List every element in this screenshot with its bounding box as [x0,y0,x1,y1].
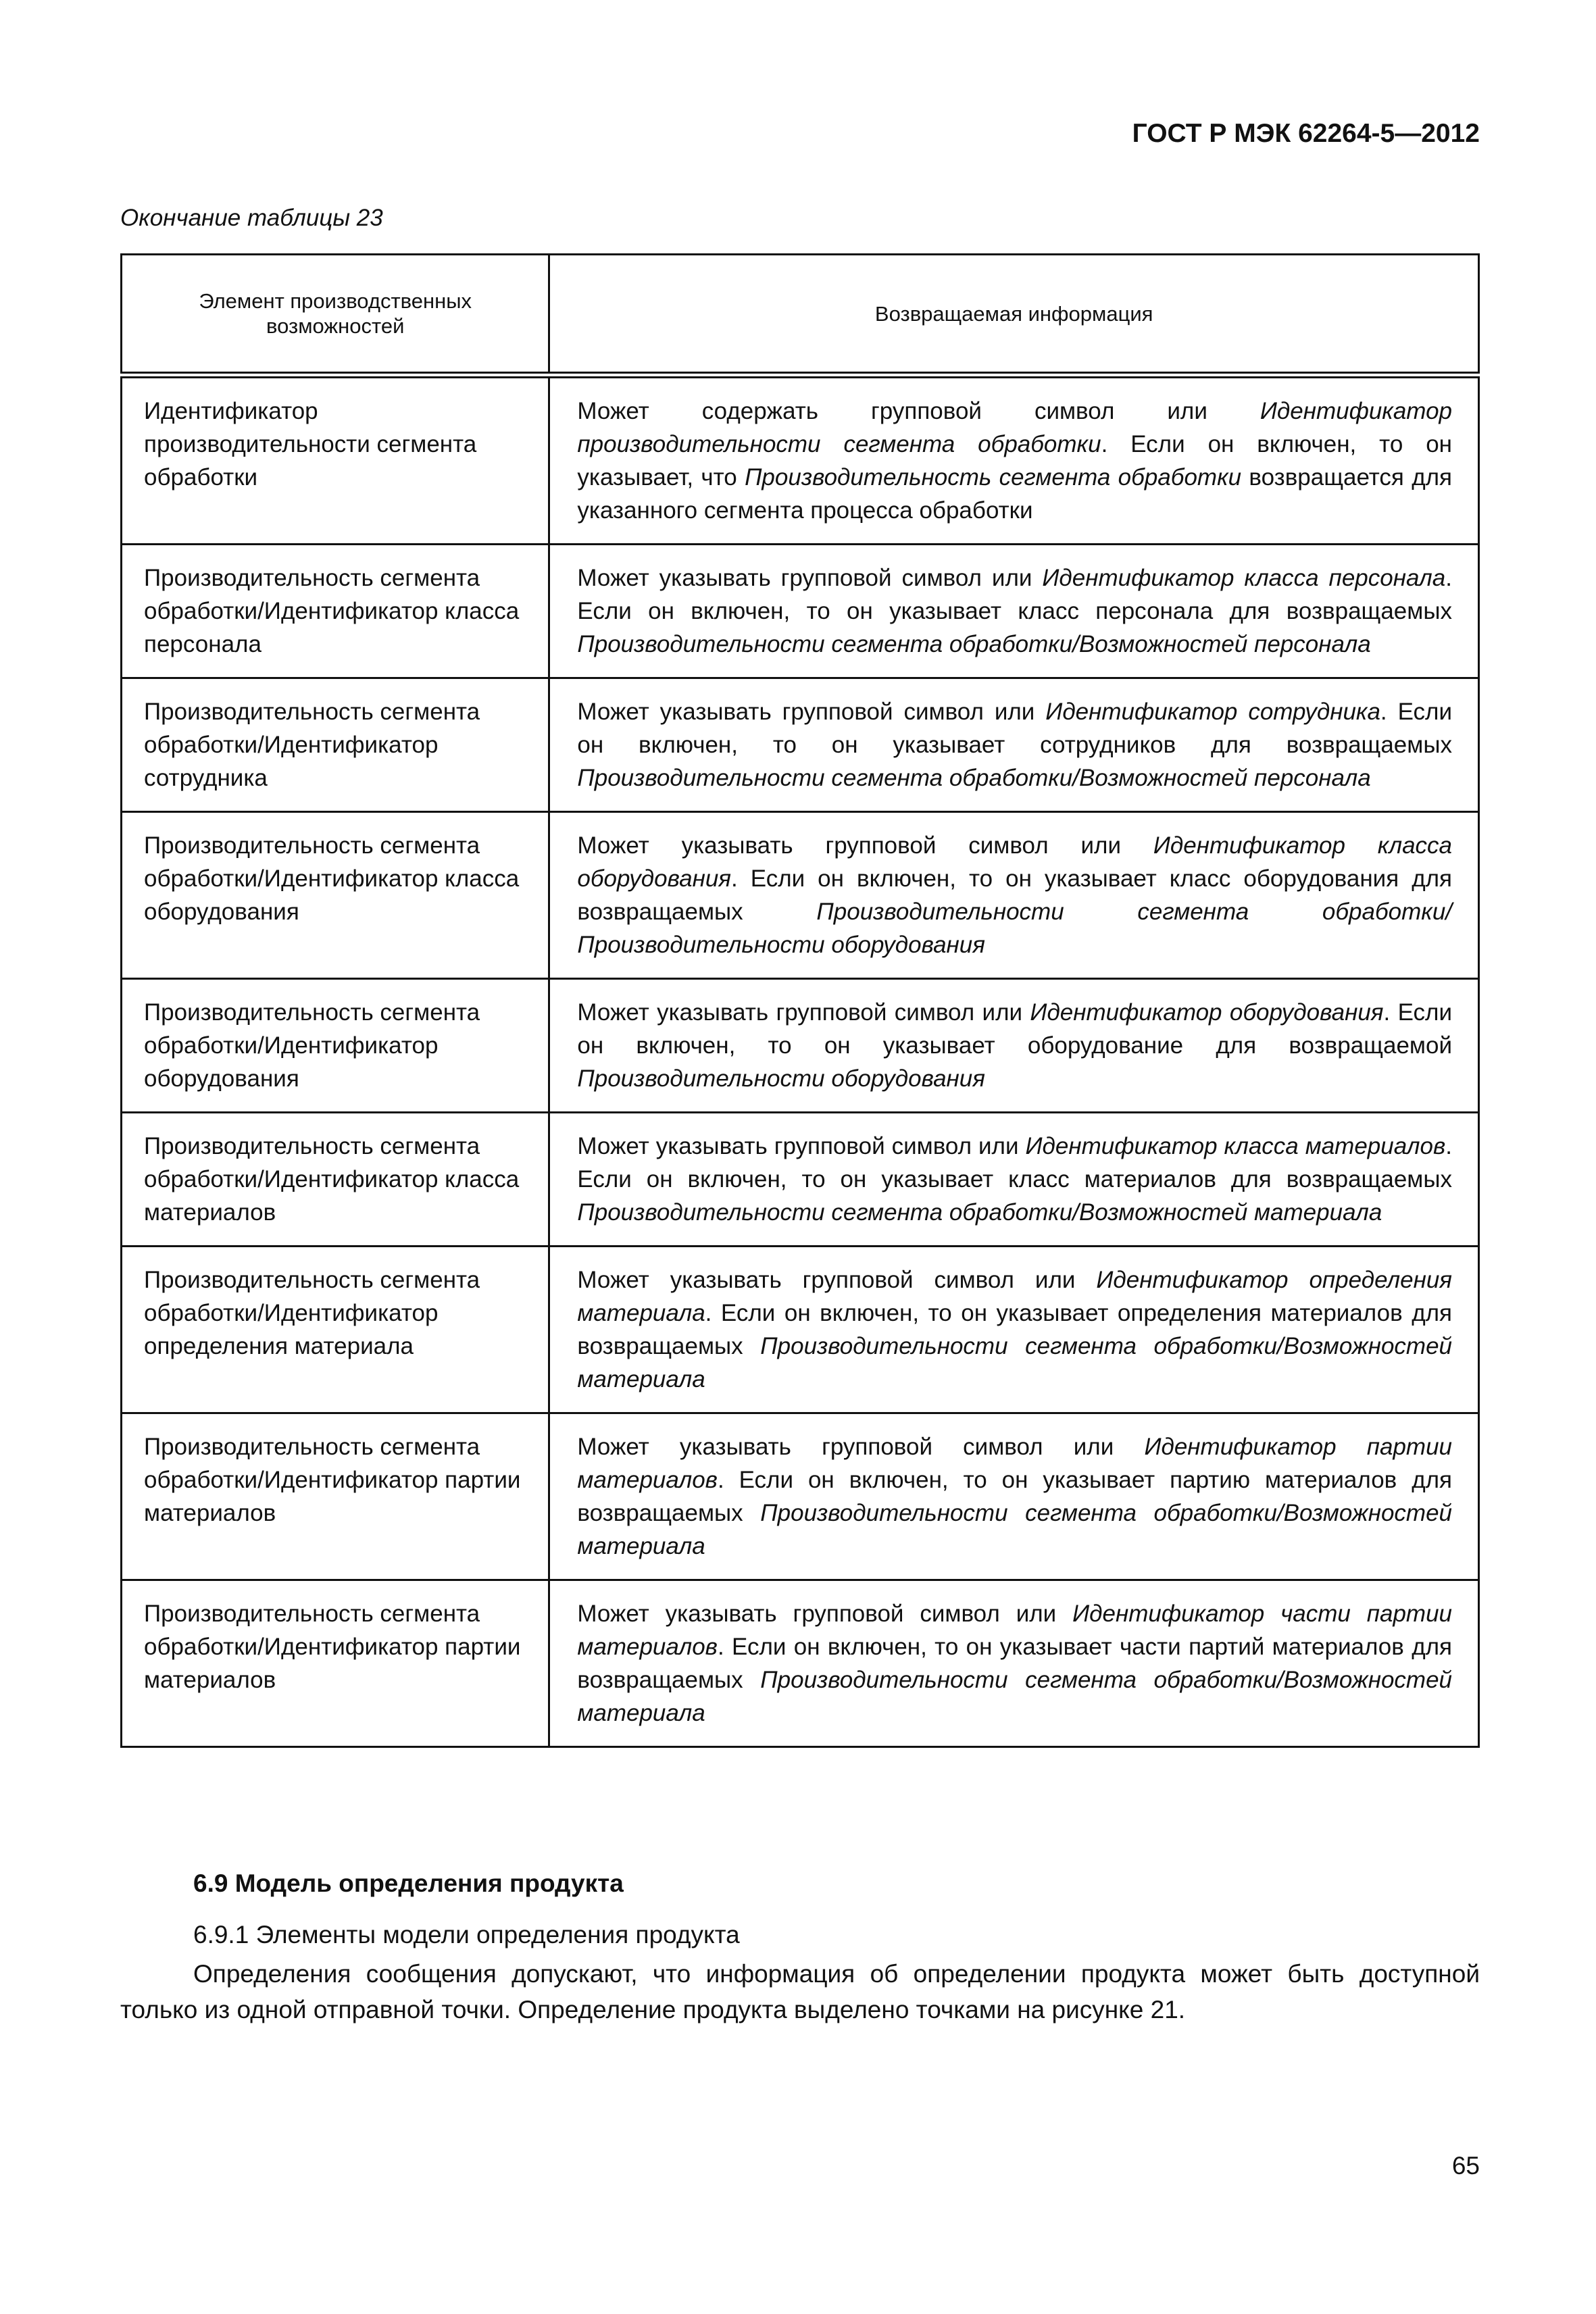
info-term: Производительности сегмента обработки/Возможностей персонала [577,765,1371,791]
info-term: Производительности сегмента обработки/Возможностей материала [577,1333,1453,1392]
section-heading: 6.9 Модель определения продукта [193,1869,624,1897]
info-term: Идентификатор определения материала [577,1267,1452,1326]
info-cell [549,1580,1479,1747]
info-term: Идентификатор партии материалов [577,1434,1453,1493]
info-term: Идентификатор оборудования [1030,999,1384,1026]
info-cell [549,375,1479,545]
body-paragraph: Определения сообщения допускают, что информация об определении продукта может быть доступной только из одной отправной точки. Определение продукта выделено точками на рисунке 21. [120,1960,1480,2023]
table-row [122,1247,1479,1413]
page-number: 65 [1451,2152,1480,2180]
column-header-element: Элемент производственных возможностей [122,255,549,376]
info-text: возвращается для указанного сегмента процесса обработки [577,464,1452,524]
info-text: . Если он включен, то он указывает, что [577,431,1453,491]
info-cell [549,979,1479,1113]
info-term: Идентификатор класса оборудования [577,832,1452,892]
table-row [122,1113,1479,1247]
info-term: Идентификатор класса персонала [1042,565,1446,591]
info-text: . Если он включен, то он указывает класс материалов для возвращаемых [577,1133,1452,1192]
info-term: Производительность сегмента обработки [745,464,1242,491]
info-term: Идентификатор производительности сегмента обработки [577,398,1452,457]
info-term: Идентификатор класса материалов [1025,1133,1446,1159]
info-cell [549,1247,1479,1413]
table-row [122,1580,1479,1747]
table-row [122,979,1479,1113]
info-text: Может указывать групповой символ или [577,1267,1097,1293]
info-cell [549,812,1479,979]
element-cell: Производительность сегмента обработки/Идентификатор класса персонала [122,545,549,678]
info-term: Производительности сегмента обработки/Производительности оборудования [577,899,1453,958]
table-row [122,1413,1479,1580]
table-caption: Окончание таблицы 23 [120,205,383,231]
info-text: Может указывать групповой символ или [577,1434,1145,1460]
info-text: Может указывать групповой символ или [577,565,1043,591]
element-cell: Производительность сегмента обработки/Идентификатор партии материалов [122,1413,549,1580]
info-term: Производительности сегмента обработки/Возможностей материала [577,1500,1453,1559]
info-text: . Если он включен, то он указывает определения материалов для возвращаемых [577,1300,1452,1359]
subsection-heading: 6.9.1 Элементы модели определения продукта [193,1921,740,1948]
info-text: . Если он включен, то он указывает части партий материалов для возвращаемых [577,1634,1452,1693]
table-row [122,375,1479,545]
info-text: Может указывать групповой символ или [577,999,1030,1026]
info-text: . Если он включен, то он указывает партию материалов для возвращаемых [577,1467,1452,1526]
table-header-row [122,255,1479,376]
info-cell [549,1113,1479,1247]
table-body [122,375,1479,1747]
element-cell: Производительность сегмента обработки/Идентификатор класса материалов [122,1113,549,1247]
table-row [122,812,1479,979]
info-text: Может указывать групповой символ или [577,699,1046,725]
info-cell [549,1413,1479,1580]
element-cell: Производительность сегмента обработки/Идентификатор класса оборудования [122,812,549,979]
info-cell [549,678,1479,812]
element-cell: Идентификатор производительности сегмента обработки [122,375,549,545]
info-text: . Если он включен, то он указывает оборудование для возвращаемой [577,999,1453,1059]
info-text: Может содержать групповой символ или [577,398,1260,424]
element-cell: Производительность сегмента обработки/Идентификатор партии материалов [122,1580,549,1747]
element-cell: Производительность сегмента обработки/Идентификатор сотрудника [122,678,549,812]
info-term: Производительности сегмента обработки/Возможностей материала [577,1667,1453,1726]
document-header: ГОСТ Р МЭК 62264-5—2012 [1132,119,1480,148]
info-term: Идентификатор части партии материалов [577,1601,1453,1660]
table-row [122,545,1479,678]
capability-table [120,253,1480,1748]
info-cell [549,545,1479,678]
info-term: Производительности оборудования [577,1065,985,1092]
info-term: Производительности сегмента обработки/Возможностей материала [577,1199,1382,1226]
info-term: Идентификатор сотрудника [1045,699,1380,725]
info-text: Может указывать групповой символ или [577,1133,1026,1159]
element-cell: Производительность сегмента обработки/Идентификатор оборудования [122,979,549,1113]
info-text: Может указывать групповой символ или [577,1601,1073,1627]
info-text: . Если он включен, то он указывает сотрудников для возвращаемых [577,699,1452,758]
info-text: . Если он включен, то он указывает класс персонала для возвращаемых [577,565,1452,624]
table-row [122,678,1479,812]
info-text: Может указывать групповой символ или [577,832,1153,859]
column-header-info: Возвращаемая информация [549,255,1479,376]
info-term: Производительности сегмента обработки/Возможностей персонала [577,631,1371,657]
info-text: . Если он включен, то он указывает класс оборудования для возвращаемых [577,865,1452,925]
element-cell: Производительность сегмента обработки/Идентификатор определения материала [122,1247,549,1413]
